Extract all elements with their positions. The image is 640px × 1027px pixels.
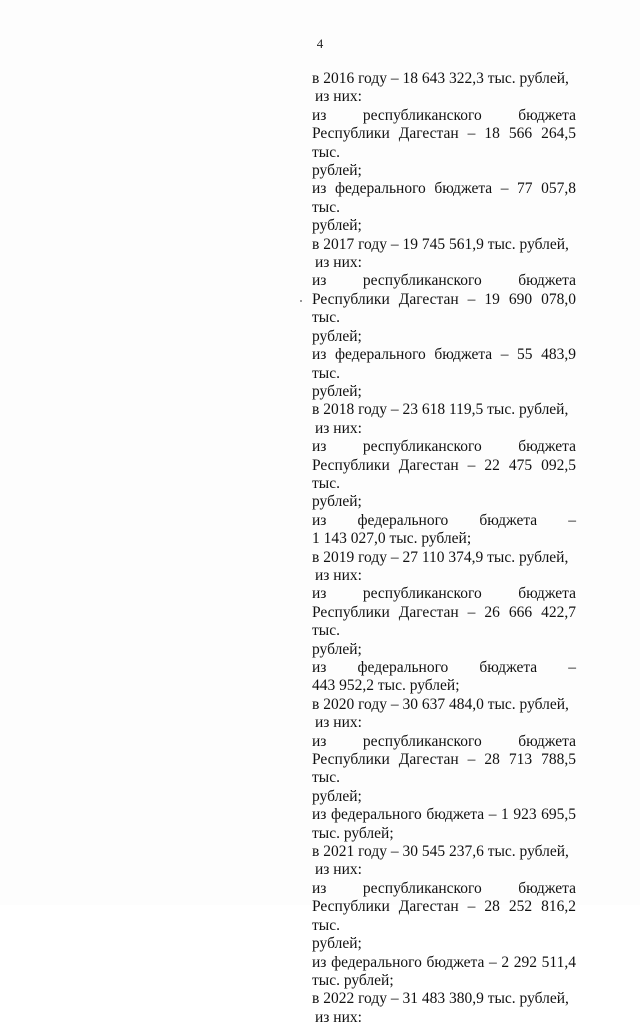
text-line: Республики Дагестан – 28 252 816,2 тыс. <box>312 898 576 934</box>
text-line: из республиканского бюджета <box>312 272 576 290</box>
text-line: рублей; <box>312 217 362 235</box>
text-line: тыс. рублей; <box>312 824 394 842</box>
text-line: из них: <box>315 1008 362 1026</box>
document-body <box>312 70 576 1027</box>
text-line: рублей; <box>312 640 362 658</box>
text-line: рублей; <box>312 787 362 805</box>
text-line: из республиканского бюджета <box>312 438 576 456</box>
text-line: 443 952,2 тыс. рублей; <box>312 677 460 695</box>
text-line: в 2021 году – 30 545 237,6 тыс. рублей, <box>312 843 569 861</box>
text-line: из республиканского бюджета <box>312 732 576 750</box>
text-line: из федерального бюджета – <box>312 659 576 676</box>
text-line: из них: <box>315 88 362 106</box>
text-line: из них: <box>315 254 362 272</box>
text-line: из них: <box>315 714 362 732</box>
text-line: из них: <box>315 861 362 879</box>
text-line: Республики Дагестан – 18 566 264,5 тыс. <box>312 125 576 161</box>
text-line: рублей; <box>312 382 362 400</box>
text-line: Республики Дагестан – 22 475 092,5 тыс. <box>312 456 576 492</box>
text-line: из республиканского бюджета <box>312 585 576 603</box>
text-line: в 2019 году – 27 110 374,9 тыс. рублей, <box>312 548 569 566</box>
page-number: 4 <box>316 36 324 51</box>
text-line: Республики Дагестан – 26 666 422,7 тыс. <box>312 603 576 640</box>
text-line: из федерального бюджета – 2 292 511,4 <box>312 953 576 971</box>
text-line: в 2018 году – 23 618 119,5 тыс. рублей, <box>312 401 569 419</box>
text-line: в 2020 году – 30 637 484,0 тыс. рублей, <box>312 695 569 713</box>
text-line: в 2017 году – 19 745 561,9 тыс. рублей, <box>312 235 569 253</box>
text-line: из федерального бюджета – 1 923 695,5 <box>312 806 576 824</box>
text-line: Республики Дагестан – 19 690 078,0 тыс. <box>312 290 576 327</box>
text-line: из республиканского бюджета <box>312 106 576 124</box>
text-line: из них: <box>315 566 362 584</box>
text-line: из федерального бюджета – <box>312 511 576 529</box>
text-line: тыс. рублей; <box>312 971 394 989</box>
text-line: из федерального бюджета – 55 483,9 тыс. <box>312 346 576 382</box>
text-line: из них: <box>315 419 362 437</box>
text-line: рублей; <box>312 493 362 511</box>
text-line: из республиканского бюджета <box>312 879 576 897</box>
scan-speck <box>300 300 302 302</box>
text-line: рублей; <box>312 162 362 180</box>
text-line: Республики Дагестан – 28 713 788,5 тыс. <box>312 751 576 787</box>
text-line: в 2016 году – 18 643 322,3 тыс. рублей, <box>312 70 569 87</box>
text-line: 1 143 027,0 тыс. рублей; <box>312 530 472 548</box>
text-line: из федерального бюджета – 77 057,8 тыс. <box>312 180 576 216</box>
text-line: рублей; <box>312 935 362 953</box>
text-line: в 2022 году – 31 483 380,9 тыс. рублей, <box>312 990 569 1008</box>
text-line: рублей; <box>312 327 362 345</box>
